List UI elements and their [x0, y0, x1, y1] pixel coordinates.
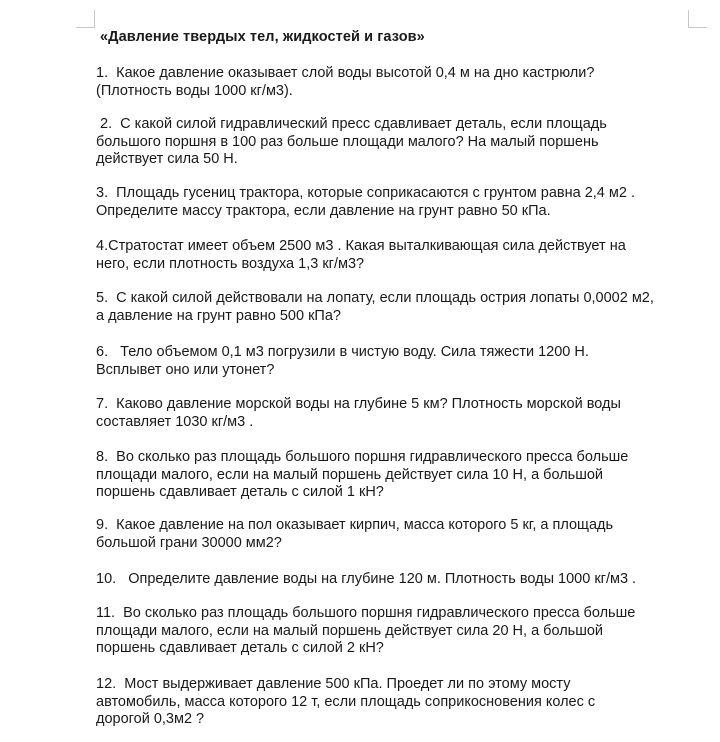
question-10: 10. Определите давление воды на глубине 120 м. Плотность воды 1000 кг/м3 . [96, 571, 637, 587]
question-7: 7. Каково давление морской воды на глубине 5 км? Плотность морской воды составляет 1030 кг/м3 . [96, 396, 621, 430]
margin-corner-mark-top-left [76, 27, 95, 28]
question-12: 12. Мост выдерживает давление 500 кПа. Проедет ли по этому мосту автомобиль, масса которого 12 т, если площадь соприкосновения колес с дорогой 0,3м2 ? [96, 676, 596, 727]
question-2: 2. С какой силой гидравлический пресс сдавливает деталь, если площадь большого поршня в 100 раз больше площади малого? На малый поршень действует сила 50 Н. [96, 116, 607, 167]
question-9: 9. Какое давление на пол оказывает кирпич, масса которого 5 кг, а площадь большой грани 30000 мм2? [96, 517, 614, 551]
question-8: 8. Во сколько раз площадь большого поршня гидравлического пресса больше площади малого, если на малый поршень действует сила 10 Н, а большой поршень сдавливает деталь с силой 1 кН? [96, 449, 629, 500]
margin-corner-mark-top-left [94, 10, 95, 28]
document-title: «Давление твердых тел, жидкостей и газов» [100, 29, 425, 45]
question-1: 1. Какое давление оказывает слой воды высотой 0,4 м на дно кастрюли? (Плотность воды 1000 кг/м3). [96, 65, 595, 99]
question-4: 4.Стратостат имеет объем 2500 м3 . Какая выталкивающая сила действует на него, если плотность воздуха 1,3 кг/м3? [96, 238, 626, 272]
question-6: 6. Тело объемом 0,1 м3 погрузили в чистую воду. Сила тяжести 1200 Н. Всплывет оно или утонет? [96, 344, 589, 378]
margin-corner-mark-top-right [688, 10, 689, 28]
question-3: 3. Площадь гусениц трактора, которые соприкасаются с грунтом равна 2,4 м2 . Определите массу трактора, если давление на грунт равно 50 кПа. [96, 185, 635, 219]
question-11: 11. Во сколько раз площадь большого поршня гидравлического пресса больше площади малого, если на малый поршень действует сила 20 Н, а большой поршень сдавливает деталь с силой 2 кН? [96, 605, 636, 656]
question-5: 5. С какой силой действовали на лопату, если площадь острия лопаты 0,0002 м2, а давление на грунт равно 500 кПа? [96, 290, 654, 324]
margin-corner-mark-top-right [688, 27, 707, 28]
